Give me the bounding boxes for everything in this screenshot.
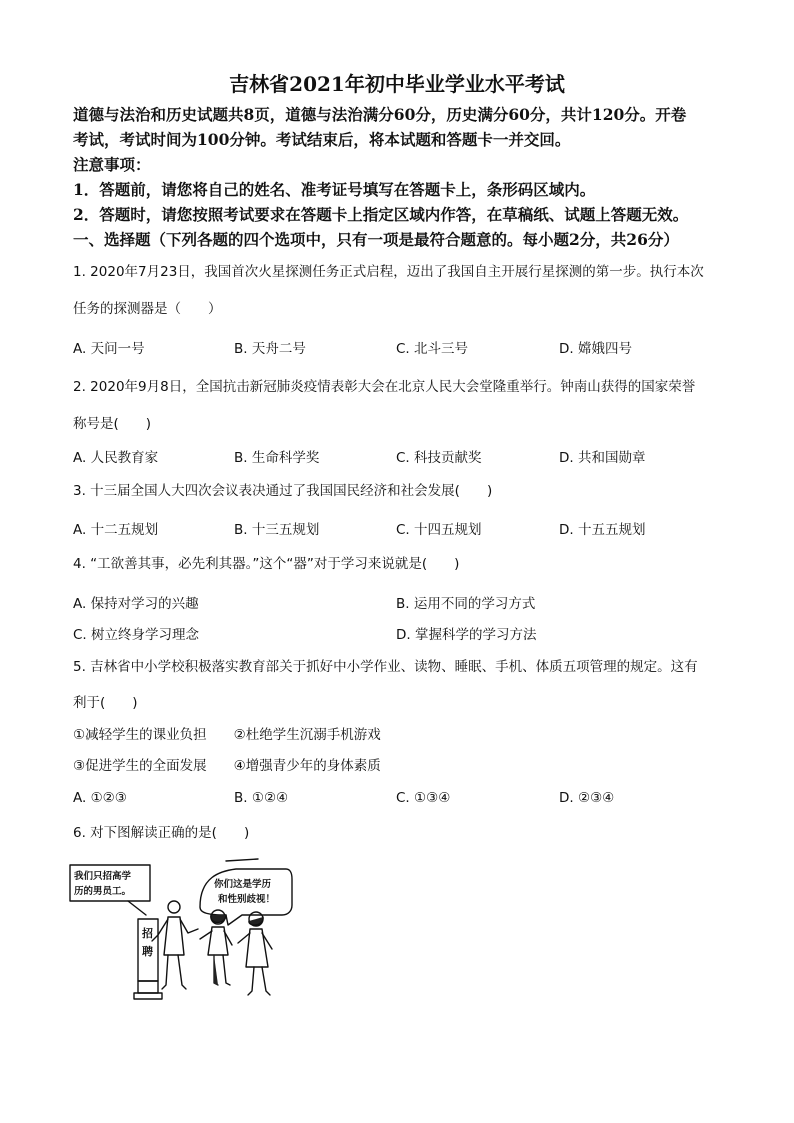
question-4-option-c: C. 树立终身学习理念 xyxy=(73,627,200,643)
question-2-text: 2. 2020年9月8日，全国抗击新冠肺炎疫情表彰大会在北京人民大会堂隆重举行。钟南山获得的国家荣誉 xyxy=(73,379,696,395)
question-3-text: 3. 十三届全国人大四次会议表决通过了我国国民经济和社会发展( ) xyxy=(73,483,493,499)
question-2-option-b: B. 生命科学奖 xyxy=(234,450,320,466)
intro-line-1: 道德与法治和历史试题共8页，道德与法治满分60分，历史满分60分，共计120分。开卷 xyxy=(73,105,687,124)
exam-title: 吉林省2021年初中毕业学业水平考试 xyxy=(229,72,565,96)
right-bubble-line-2: 和性别歧视！ xyxy=(218,894,276,905)
intro-line-2: 考试，考试时间为100分钟。考试结束后，将本试题和答题卡一并交回。 xyxy=(73,130,571,149)
sign-char-1: 招 xyxy=(142,927,153,940)
question-5-text: 5. 吉林省中小学校积极落实教育部关于抓好中小学作业、读物、睡眠、手机、体质五项管理的规定。这有 xyxy=(73,659,698,675)
notice-item-2: 2．答题时，请您按照考试要求在答题卡上指定区域内作答，在草稿纸、试题上答题无效。 xyxy=(73,205,689,224)
section-heading: 一、选择题（下列各题的四个选项中，只有一项是最符合题意的。每小题2分，共26分） xyxy=(73,230,679,249)
question-5-option-a: A. ①②③ xyxy=(73,790,127,806)
sign-char-2: 聘 xyxy=(142,945,153,958)
question-1-option-d: D. 嫦娥四号 xyxy=(559,341,632,357)
question-5-option-b: B. ①②④ xyxy=(234,790,289,806)
question-4-option-b: B. 运用不同的学习方式 xyxy=(396,596,536,612)
question-1-text: 1. 2020年7月23日，我国首次火星探测任务正式启程，迈出了我国自主开展行星探测的第一步。执行本次 xyxy=(73,264,704,280)
notice-item-1: 1．答题前，请您将自己的姓名、准考证号填写在答题卡上，条形码区域内。 xyxy=(73,180,596,199)
question-3-option-a: A. 十二五规划 xyxy=(73,522,159,538)
question-1-option-c: C. 北斗三号 xyxy=(396,341,469,357)
question-5-option-c: C. ①③④ xyxy=(396,790,451,806)
left-bubble-line-2: 历的男员工。 xyxy=(74,886,132,897)
question-4-option-a: A. 保持对学习的兴趣 xyxy=(73,596,199,612)
question-5-option-d: D. ②③④ xyxy=(559,790,615,806)
question-3-option-d: D. 十五五规划 xyxy=(559,522,646,538)
question-2-text-cont: 称号是( ) xyxy=(73,416,152,432)
notice-title: 注意事项： xyxy=(73,155,151,174)
question-3-option-b: B. 十三五规划 xyxy=(234,522,320,538)
question-2-option-a: A. 人民教育家 xyxy=(73,450,159,466)
question-2-option-d: D. 共和国勋章 xyxy=(559,450,646,466)
exam-instructions xyxy=(73,102,733,252)
question-2-option-c: C. 科技贡献奖 xyxy=(396,450,482,466)
cartoon-illustration xyxy=(68,855,293,1007)
question-4-option-d: D. 掌握科学的学习方法 xyxy=(396,627,537,643)
question-5-items-3-4: ③促进学生的全面发展 ④增强青少年的身体素质 xyxy=(73,758,381,774)
question-1-text-cont: 任务的探测器是（ ） xyxy=(73,301,222,317)
question-5-text-cont: 利于( ) xyxy=(73,695,138,711)
question-6-text: 6. 对下图解读正确的是( ) xyxy=(73,825,250,841)
question-3-option-c: C. 十四五规划 xyxy=(396,522,482,538)
left-bubble-line-1: 我们只招高学 xyxy=(74,871,132,882)
right-bubble-line-1: 你们这是学历 xyxy=(214,879,272,890)
question-5-items-1-2: ①减轻学生的课业负担 ②杜绝学生沉溺手机游戏 xyxy=(73,727,381,743)
question-1-option-b: B. 天舟二号 xyxy=(234,341,306,357)
question-1-option-a: A. 天问一号 xyxy=(73,341,145,357)
question-4-text: 4. “工欲善其事，必先利其器。”这个“器”对于学习来说就是( ) xyxy=(73,556,460,572)
